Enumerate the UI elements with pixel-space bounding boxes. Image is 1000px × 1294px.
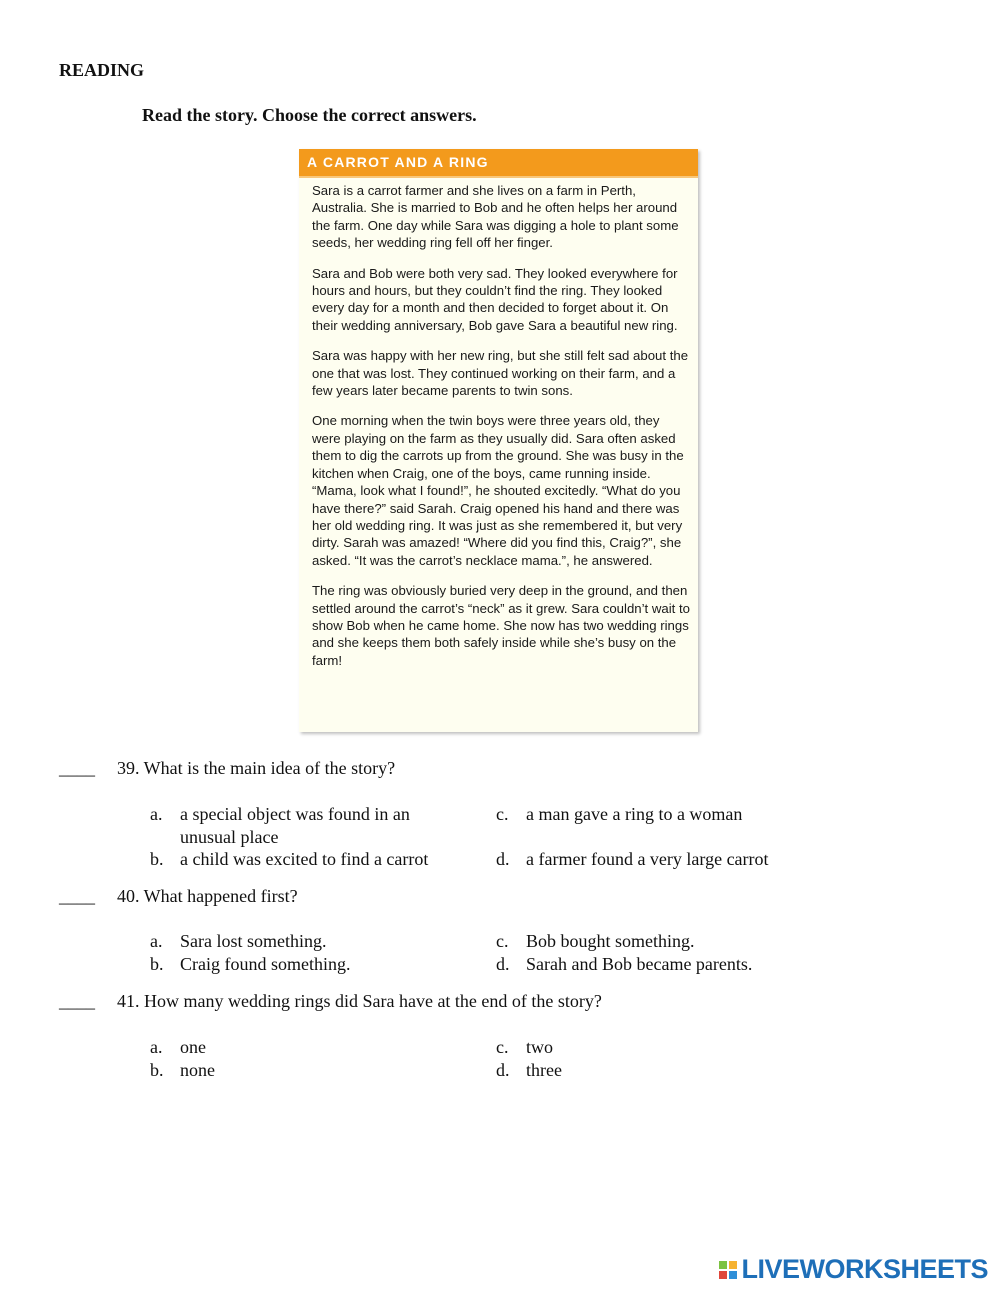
question-text: 41. How many wedding rings did Sara have at the end of the story?: [117, 991, 602, 1011]
option-letter: d.: [496, 1060, 510, 1080]
option-a[interactable]: [150, 1036, 460, 1059]
option-letter: b.: [150, 1060, 164, 1080]
option-text: none: [180, 1060, 215, 1080]
answer-blank[interactable]: ____: [59, 886, 95, 906]
option-b[interactable]: [150, 848, 460, 871]
liveworksheets-logo-icon: [719, 1261, 737, 1279]
option-letter: b.: [150, 954, 164, 974]
question-text: 39. What is the main idea of the story?: [117, 758, 396, 778]
option-a[interactable]: [150, 803, 465, 849]
option-a[interactable]: [150, 930, 460, 953]
option-letter: c.: [496, 804, 509, 824]
option-letter: b.: [150, 849, 164, 869]
option-c[interactable]: [496, 930, 846, 953]
option-letter: d.: [496, 849, 510, 869]
option-b[interactable]: [150, 1059, 460, 1082]
option-text: Sara lost something.: [180, 931, 327, 951]
story-paragraph: Sara was happy with her new ring, but she still felt sad about the one that was lost. They continued working on their farm, and a few years later became parents to twin sons.: [312, 348, 689, 399]
option-text: three: [526, 1060, 562, 1080]
option-b[interactable]: [150, 953, 460, 976]
option-text: a child was excited to find a carrot: [180, 849, 429, 869]
liveworksheets-brand[interactable]: [719, 1254, 988, 1285]
option-letter: d.: [496, 954, 510, 974]
option-text: one: [180, 1037, 206, 1057]
option-text: a special object was found in an unusual place: [180, 804, 410, 847]
option-letter: a.: [150, 804, 163, 824]
question-41: [59, 991, 602, 1012]
option-letter: a.: [150, 1037, 163, 1057]
option-c[interactable]: [496, 803, 846, 826]
option-text: two: [526, 1037, 553, 1057]
option-text: a farmer found a very large carrot: [526, 849, 769, 869]
story-title: A CARROT AND A RING: [299, 149, 698, 178]
answer-blank[interactable]: ____: [59, 758, 95, 778]
question-text: 40. What happened first?: [117, 886, 298, 906]
question-40: [59, 886, 298, 907]
story-box: [299, 149, 698, 732]
story-body: [299, 178, 698, 669]
option-d[interactable]: [496, 1059, 846, 1082]
option-text: Craig found something.: [180, 954, 351, 974]
option-d[interactable]: [496, 848, 846, 871]
option-text: Bob bought something.: [526, 931, 695, 951]
story-paragraph: Sara and Bob were both very sad. They looked everywhere for hours and hours, but they couldn’t find the ring. They looked every day for a month and then decided to forget about it. On their wedding anniversary, Bob gave Sara a beautiful new ring.: [312, 265, 678, 333]
option-letter: c.: [496, 1037, 509, 1057]
story-paragraph: One morning when the twin boys were three years old, they were playing on the farm as they usually did. Sara often asked them to dig the carrots up from the ground. She was busy in the kitchen when Craig, one of the boys, came running inside. “Mama, look what I found!”, he shouted excitedly. “What do you have there?” said Sarah. Craig opened his hand and there was her old wedding ring. It was just as she remembered it, but very dirty. Sarah was amazed! “Where did you find this, Craig?”, she asked. “It was the carrot’s necklace mama.”, he answered.: [312, 413, 684, 568]
option-d[interactable]: [496, 953, 846, 976]
option-text: Sarah and Bob became parents.: [526, 954, 753, 974]
question-39: [59, 758, 395, 779]
answer-blank[interactable]: ____: [59, 991, 95, 1011]
section-title: READING: [59, 60, 145, 80]
story-paragraph: The ring was obviously buried very deep in the ground, and then settled around the carrot’s “neck” as it grew. Sara couldn’t wait to show Bob when he came home. She now has two wedding rings and she keeps them both safely inside while she’s busy on the farm!: [312, 583, 690, 668]
option-letter: a.: [150, 931, 163, 951]
option-letter: c.: [496, 931, 509, 951]
option-c[interactable]: [496, 1036, 846, 1059]
brand-name: LIVEWORKSHEETS: [741, 1254, 988, 1284]
story-paragraph: Sara is a carrot farmer and she lives on a farm in Perth, Australia. She is married to Bob and he often helps her around the farm. One day while Sara was digging a hole to plant some seeds, her wedding ring fell off her finger.: [312, 183, 679, 251]
option-text: a man gave a ring to a woman: [526, 804, 743, 824]
instructions: Read the story. Choose the correct answers.: [142, 105, 477, 125]
